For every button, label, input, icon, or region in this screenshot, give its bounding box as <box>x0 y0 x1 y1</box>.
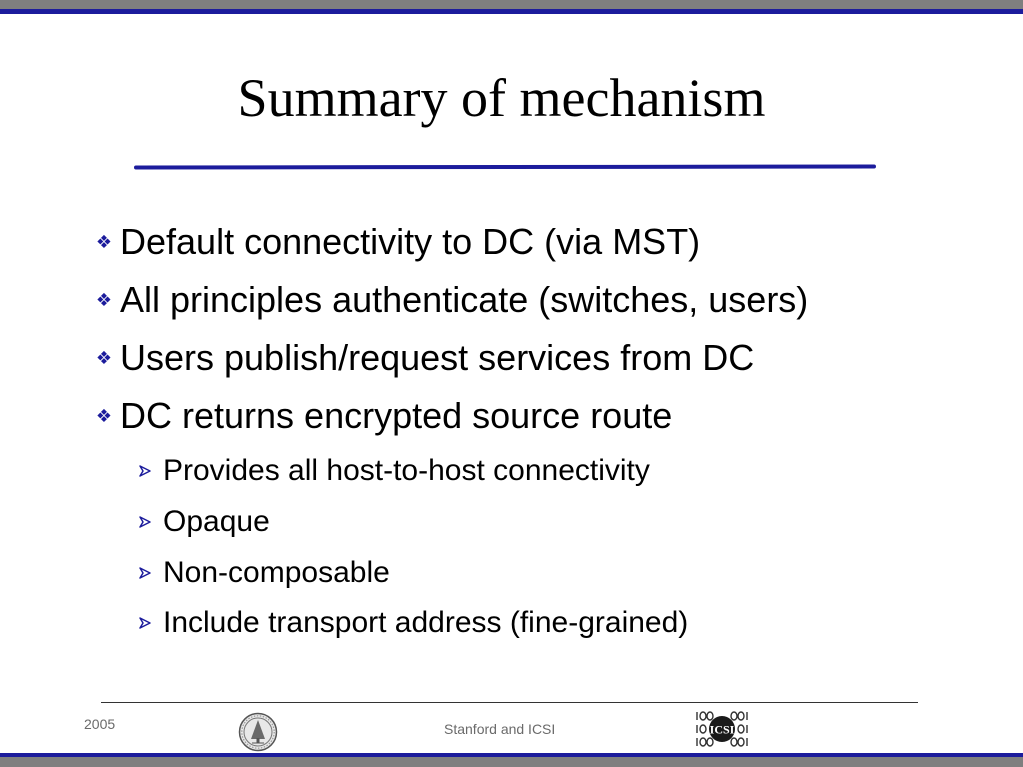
sub-bullet-item <box>134 452 650 490</box>
bullet-item <box>90 336 754 380</box>
top-gray-band <box>0 0 1023 9</box>
top-blue-band <box>0 9 1023 14</box>
bottom-gray-band <box>0 757 1023 767</box>
icsi-logo <box>694 709 750 749</box>
sub-bullet-item <box>134 604 688 642</box>
footer-divider <box>101 702 918 703</box>
footer-year: 2005 <box>84 716 116 732</box>
arrowhead-bullet-icon <box>134 616 156 630</box>
sub-bullet-text: Non-composable <box>163 556 390 589</box>
diamond-bullet-icon: ❖ <box>95 405 113 426</box>
bullet-text: All principles authenticate (switches, users) <box>120 279 809 320</box>
footer-center-text: Stanford and ICSI <box>444 721 556 737</box>
title-underline <box>134 164 876 169</box>
bullet-item <box>90 278 808 322</box>
bullet-text: DC returns encrypted source route <box>120 395 673 436</box>
arrowhead-bullet-icon <box>134 464 156 478</box>
sub-bullet-text: Provides all host-to-host connectivity <box>163 454 650 487</box>
bullet-item <box>90 394 672 438</box>
bullet-text: Default connectivity to DC (via MST) <box>120 221 701 262</box>
sub-bullet-text: Include transport address (fine-grained) <box>163 606 689 639</box>
slide-title: Summary of mechanism <box>237 68 766 128</box>
diamond-bullet-icon: ❖ <box>95 347 113 368</box>
bullet-text: Users publish/request services from DC <box>120 337 755 378</box>
svg-text:ICSI: ICSI <box>709 722 735 737</box>
bullet-item <box>90 220 700 264</box>
stanford-seal-logo <box>237 712 279 752</box>
sub-bullet-item <box>134 503 270 541</box>
arrowhead-bullet-icon <box>134 515 156 529</box>
diamond-bullet-icon: ❖ <box>95 231 113 252</box>
sub-bullet-item <box>134 554 390 592</box>
arrowhead-bullet-icon <box>134 566 156 580</box>
diamond-bullet-icon: ❖ <box>95 289 113 310</box>
sub-bullet-text: Opaque <box>163 505 270 538</box>
